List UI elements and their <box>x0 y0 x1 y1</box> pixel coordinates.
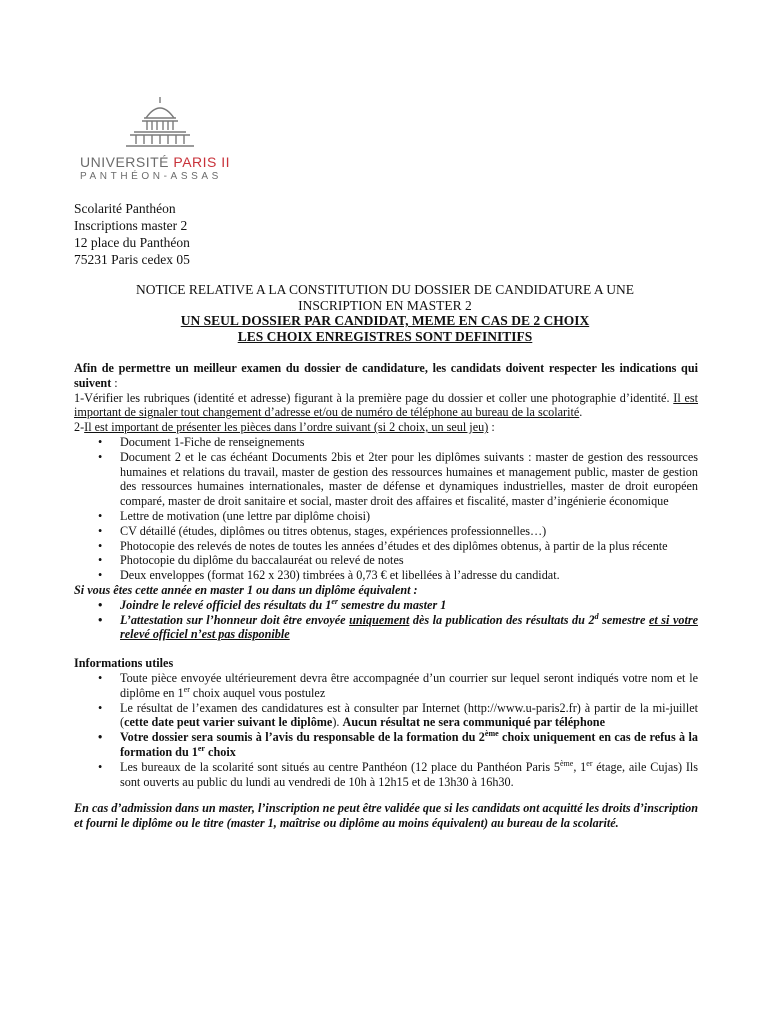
intro-colon: : <box>111 375 118 390</box>
list-item: • Document 1-Fiche de renseignements <box>74 435 698 450</box>
superscript: er <box>183 684 190 694</box>
logo-universite-text: UNIVERSITÉ <box>80 154 174 170</box>
list-item: • Photocopie du diplôme du baccalauréat ou relevé de notes <box>74 553 698 568</box>
info-1-end: choix auquel vous postulez <box>189 685 326 700</box>
logo-subtitle: PANTHÉON-ASSAS <box>80 171 222 182</box>
list-item: • CV détaillé (études, diplômes ou titres obtenus, stages, expériences professionnelles…) <box>74 524 698 539</box>
instruction-1 <box>74 391 698 421</box>
list-item <box>74 701 698 731</box>
instruction-2-number: 2- <box>74 420 85 435</box>
info-2-text: Le résultat de l’examen des candidatures est à consulter par Internet (http://www.u-paris2.fr) à partir de la mi-juillet ( <box>120 700 698 730</box>
list-item: • Deux enveloppes (format 162 x 230) timbrées à 0,73 € et libellées à l’adresse du candidat. <box>74 568 698 583</box>
list-item <box>74 598 698 613</box>
info-3-mid: choix uniquement en cas de refus à la formation du 1 <box>120 730 698 759</box>
info-3-end: choix <box>204 744 236 759</box>
info-2-mid: ). <box>332 715 343 730</box>
list-item: • Document 2 et le cas échéant Documents 2bis et 2ter pour les diplômes suivants : master de gestion des ressources humaines et relations du travail, master de gestion des ressources humaines et management public, master de gestion des ressources humaines internationales, master de défense et dynamiques industrielles, master de droit européen comparé, master de droit sanitaire et social, master droit des affaires et fiscalité, master d’ingénierie économique <box>74 450 698 509</box>
instruction-1-underlined: Il est important de signaler tout changement d’adresse et/ou de numéro de téléphone au bureau de la scolarité <box>74 390 699 420</box>
logo-university-name <box>80 154 240 170</box>
info-2-bold-end: Aucun résultat ne sera communiqué par téléphone <box>342 715 605 730</box>
superscript: er <box>197 743 205 753</box>
intro-bold-text: Afin de permettre un meilleur examen du dossier de candidature, les candidats doivent respecter les indications qui suivent <box>74 361 698 390</box>
notice-title <box>74 282 696 344</box>
master1-list <box>74 598 698 642</box>
infos-heading: Informations utiles <box>74 656 174 671</box>
address-line: Inscriptions master 2 <box>74 218 188 233</box>
intro-paragraph <box>74 361 698 391</box>
title-line-3: UN SEUL DOSSIER PAR CANDIDAT, MEME EN CAS DE 2 CHOIX <box>180 313 590 328</box>
master1-b2-semestre: semestre <box>598 612 649 627</box>
spacer <box>74 642 698 656</box>
superscript: ème <box>484 729 499 739</box>
notice-body <box>74 361 698 831</box>
superscript: er <box>331 596 339 606</box>
master1-b2-mid: dès la publication des résultats du 2 <box>409 612 595 627</box>
master1-b2-text: L’attestation sur l’honneur doit être envoyée <box>120 612 350 627</box>
list-item <box>74 760 698 790</box>
info-1-text: Toute pièce envoyée ultérieurement devra être accompagnée d’un courrier sur lequel seront indiqués votre nom et le diplôme en 1 <box>120 670 698 700</box>
info-2-bold: cette date peut varier suivant le diplôme <box>124 715 333 730</box>
superscript: er <box>586 758 593 768</box>
sender-address <box>74 200 190 268</box>
title-line-4: LES CHOIX ENREGISTRES SONT DEFINITIFS <box>237 328 533 344</box>
address-line: Scolarité Panthéon <box>74 201 176 216</box>
list-item: • Lettre de motivation (une lettre par diplôme choisi) <box>74 509 698 524</box>
title-line-1: NOTICE RELATIVE A LA CONSTITUTION DU DOSSIER DE CANDIDATURE A UNE <box>136 282 634 297</box>
info-4-mid: , 1 <box>573 759 587 774</box>
pieces-list <box>74 435 698 583</box>
master1-b1-end: semestre du master 1 <box>338 597 447 612</box>
logo-paris-text: PARIS II <box>173 154 231 170</box>
title-line-2: INSCRIPTION EN MASTER 2 <box>298 297 472 313</box>
university-logo <box>80 96 240 182</box>
instruction-2-end: : <box>488 420 495 435</box>
instruction-2 <box>74 420 698 435</box>
list-item <box>74 730 698 760</box>
info-4-text: Les bureaux de la scolarité sont situés au centre Panthéon (12 place du Panthéon Paris 5 <box>120 759 560 774</box>
list-item <box>74 613 698 643</box>
spacer <box>74 789 698 801</box>
infos-list <box>74 671 698 789</box>
info-4-end: étage, aile Cujas) Ils sont ouverts au public du lundi au vendredi de 10h à 12h15 et de 13h30 à 16h30. <box>120 759 699 789</box>
instruction-2-underlined: Il est important de présenter les pièces dans l’ordre suivant (si 2 choix, un seul jeu) <box>84 420 489 435</box>
pantheon-dome-icon <box>122 96 198 148</box>
admission-footer-note: En cas d’admission dans un master, l’inscription ne peut être validée que si les candidats ont acquitté les droits d’inscription et fourni le diplôme ou le titre (master 1, maîtrise ou diplôme au moins équivalent) au bureau de la scolarité. <box>74 801 698 831</box>
master1-b1-text: Joindre le relevé officiel des résultats du 1 <box>120 597 332 612</box>
superscript: ème <box>560 758 574 768</box>
address-line: 12 place du Panthéon <box>74 235 190 250</box>
instruction-1-text: 1-Vérifier les rubriques (identité et adresse) figurant à la première page du dossier et coller une photographie d’identité. <box>74 390 674 405</box>
master1-b2-underlined: uniquement <box>349 612 410 627</box>
superscript: d <box>594 611 599 621</box>
list-item <box>74 671 698 701</box>
master1-heading: Si vous êtes cette année en master 1 ou dans un diplôme équivalent : <box>74 582 418 597</box>
list-item: • Photocopie des relevés de notes de toutes les années d’études et des diplômes obtenus, à partir de la plus récente <box>74 539 698 554</box>
address-line: 75231 Paris cedex 05 <box>74 252 190 267</box>
master1-b2-underlined-end: et si votre relevé officiel n’est pas disponible <box>120 612 698 642</box>
instruction-1-end: . <box>579 405 583 420</box>
info-3-text: Votre dossier sera soumis à l’avis du responsable de la formation du 2 <box>120 730 485 745</box>
